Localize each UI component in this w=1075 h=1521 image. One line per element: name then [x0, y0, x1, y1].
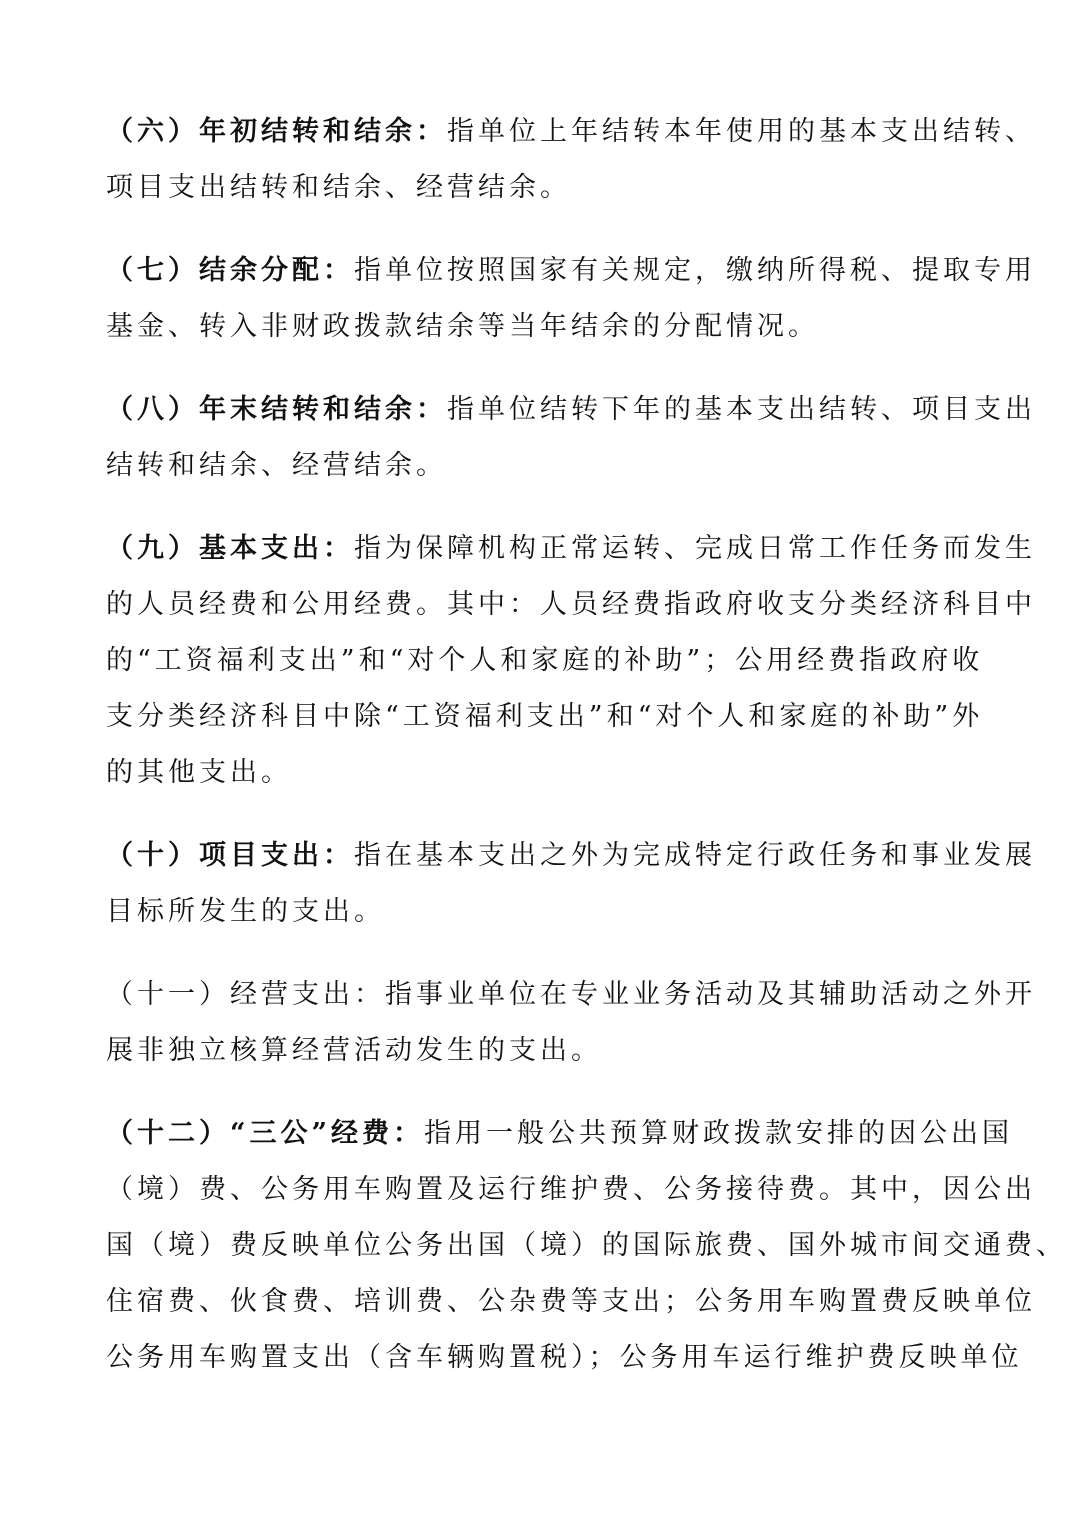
paragraph-text: 指为保障机构正常运转、完成日常工作任务而发生 [354, 533, 1036, 564]
paragraph-line [106, 104, 1036, 160]
paragraph-carryover-end [106, 382, 1036, 494]
term-heading: （十）项目支出： [106, 840, 354, 871]
paragraph-operating-expenditure [106, 967, 1036, 1079]
term-heading: （九）基本支出： [106, 533, 354, 564]
paragraph-carryover-beginning [106, 104, 1036, 216]
term-heading: （六）年初结转和结余： [106, 116, 447, 147]
paragraph-basic-expenditure [106, 521, 1036, 801]
paragraph-line [106, 828, 1036, 884]
term-heading: （八）年末结转和结余： [106, 394, 447, 425]
paragraph-line [106, 967, 1036, 1023]
paragraph-line: 展非独立核算经营活动发生的支出。 [106, 1035, 602, 1066]
paragraph-line [106, 382, 1036, 438]
paragraph-text: 指单位上年结转本年使用的基本支出结转、 [447, 116, 1036, 147]
paragraph-text: 指单位结转下年的基本支出结转、项目支出 [447, 394, 1036, 425]
paragraph-text: 指单位按照国家有关规定，缴纳所得税、提取专用 [354, 255, 1036, 286]
paragraph-line: 住宿费、伙食费、培训费、公杂费等支出；公务用车购置费反映单位 [106, 1286, 1036, 1317]
paragraph-line [106, 1106, 1014, 1162]
paragraph-line [106, 521, 1036, 577]
paragraph-line: 支分类经济科目中除“工资福利支出”和“对个人和家庭的补助”外 [106, 701, 984, 732]
paragraph-line: 公务用车购置支出（含车辆购置税）；公务用车运行维护费反映单位 [106, 1342, 1023, 1373]
paragraph-line: （境）费、公务用车购置及运行维护费、公务接待费。其中，因公出 [106, 1174, 1036, 1205]
paragraph-line: 项目支出结转和结余、经营结余。 [106, 172, 571, 203]
term-heading: （十一）经营支出： [106, 979, 385, 1010]
term-heading: （七）结余分配： [106, 255, 354, 286]
document-page [106, 104, 1067, 1413]
paragraph-line: 国（境）费反映单位公务出国（境）的国际旅费、国外城市间交通费、 [106, 1230, 1067, 1261]
paragraph-three-public-expenses [106, 1106, 1067, 1386]
paragraph-line: 基金、转入非财政拨款结余等当年结余的分配情况。 [106, 311, 819, 342]
term-heading: （十二）“三公”经费： [106, 1118, 425, 1149]
paragraph-line [106, 243, 1036, 299]
paragraph-text: 指事业单位在专业业务活动及其辅助活动之外开 [385, 979, 1036, 1010]
paragraph-project-expenditure [106, 828, 1036, 940]
paragraph-line: 目标所发生的支出。 [106, 896, 385, 927]
paragraph-line: 的“工资福利支出”和“对个人和家庭的补助”；公用经费指政府收 [106, 645, 984, 676]
paragraph-surplus-distribution [106, 243, 1036, 355]
paragraph-text: 指在基本支出之外为完成特定行政任务和事业发展 [354, 840, 1036, 871]
paragraph-line: 的其他支出。 [106, 757, 292, 788]
paragraph-line: 结转和结余、经营结余。 [106, 450, 447, 481]
paragraph-text: 指用一般公共预算财政拨款安排的因公出国 [424, 1118, 1014, 1149]
paragraph-line: 的人员经费和公用经费。其中：人员经费指政府收支分类经济科目中 [106, 589, 1036, 620]
